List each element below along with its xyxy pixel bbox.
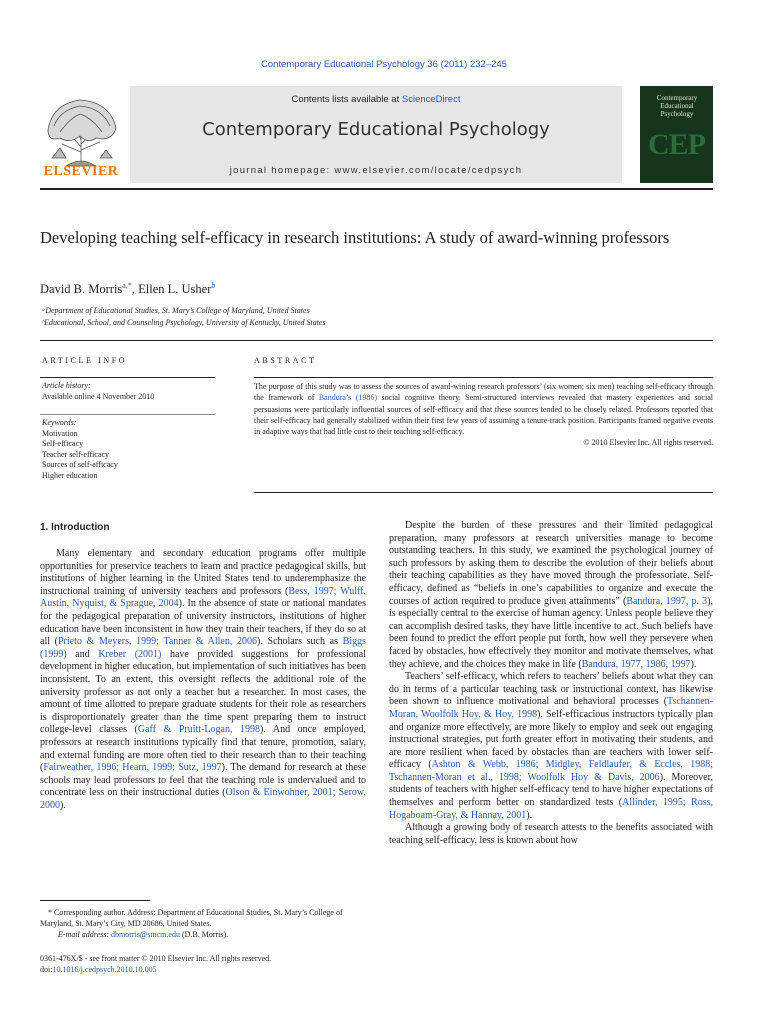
abstract-body: The purpose of this study was to assess the sources of award-wining research professors’ (six women; six men) teaching self-efficacy through the framework of [254, 382, 713, 403]
citation-link[interactable]: Prieto & Meyers, 1999; Tanner & Allen, 2006 [58, 636, 258, 648]
paragraph-text: have provided suggestions for professional development in higher education, but implementation of such initiatives has been inconsistent. To an extent, this oversight reflects the additional role of the university professor as not only a teacher but a researcher. In most cases, the amount of time allotted to prepare graduate students for their role as researchers is disproportionately greater than the time spent preparing them to instruct college-level classes ( [40, 648, 366, 736]
elsevier-wordmark: ELSEVIER [43, 164, 119, 179]
abstract-rule [254, 377, 713, 378]
issn-block [40, 953, 375, 975]
citation-link[interactable]: Bandura, 1997, p. 3 [626, 595, 708, 607]
body-left-column [40, 548, 366, 812]
paragraph-text: ), is especially central to the exercise of human agency. Unless people believe they can accomplish desired tasks, they have little incentive to act. Such beliefs have been found to predict the effort people put forth, how well they persevere when faced by obstacles, how effectively they monitor and motivate themselves, what they achieve, and the choices they make in life ( [389, 595, 713, 670]
citation-link[interactable]: Bandura, 1977, 1986, 1997 [581, 658, 691, 670]
doi-line [40, 964, 375, 975]
history-label: Article history: [42, 381, 91, 390]
paragraph [40, 548, 366, 812]
abstract-text [254, 381, 713, 449]
info-rule [40, 414, 215, 415]
citation-link[interactable]: Allinder, 1995; Ross, Hogaboam-Gray, & Hannay, 2001 [389, 797, 714, 821]
article-history [42, 381, 154, 402]
journal-homepage[interactable]: journal homepage: www.elsevier.com/locate/cedpsych [229, 165, 523, 176]
footnote-rule [40, 900, 150, 901]
citation-link[interactable]: Olson & Einwohner, 2001; Serow, 2000 [40, 787, 366, 811]
abstract-heading: ABSTRACT [254, 356, 317, 365]
citation-link[interactable]: Bandura’s (1986) [318, 393, 378, 403]
doi-link[interactable]: 10.1016/j.cedpsych.2010.10.005 [52, 965, 157, 974]
paragraph-text: Despite the burden of these pressures and their limited pedagogical preparation, many professors at research universities manage to become outstanding teachers. In this study, we examined the psychological journey of such professors by asking them to describe the evolution of their beliefs about their teaching capabilities as they have moved through the professoriate. Self-efficacy, defined as “beliefs in one’s capabilities to organize and execute the courses of action required to produce given attainments” ( [389, 520, 713, 607]
corresponding-author-note: * Corresponding author. Address: Department of Educational Studies, St. Mary’s College of Maryland, St. Mary’s City, MD 20686, United States. [40, 908, 343, 928]
paragraph-text: Although a growing body of research attests to the benefits associated with teaching self-efficacy, less is known about how [389, 822, 713, 846]
email-suffix: (D.B. Morris). [179, 930, 229, 939]
keyword: Teacher self-efficacy [42, 449, 110, 459]
paragraph [389, 520, 713, 671]
citation-link[interactable]: Tschannen-Moran, Woolfolk Hoy, & Hoy, 1998 [389, 696, 713, 720]
email-line [40, 929, 375, 940]
citation-link[interactable]: Fairweather, 1996; Hearn, 1999; Sutz, 1997 [43, 762, 222, 774]
cover-title: Contemporary Educational Psychology [656, 94, 698, 118]
email-label: E-mail address: [58, 930, 112, 939]
paragraph-text: Teachers’ self-efficacy, which refers to teachers’ beliefs about what they can do in terms of a particular teaching task or instructional context, has likewise been shown to influence motivational and behavioral processes ( [389, 671, 713, 708]
author-affiliation-marker[interactable]: a,* [122, 281, 132, 290]
author-name: Ellen L. Usher [138, 282, 212, 297]
keywords-label: Keywords: [42, 418, 77, 427]
info-rule [40, 377, 215, 378]
keyword: Self-efficacy [42, 439, 84, 449]
author-separator: , [131, 282, 139, 297]
article-title: Developing teaching self-efficacy in research institutions: A study of award-winning professors [40, 228, 670, 247]
paragraph-text: ). And once employed, professors at research institutions typically find that tenure, promotion, salary, and external funding are more often tied to their research than to their teaching ( [40, 724, 366, 774]
author-affiliation-marker[interactable]: b [211, 281, 216, 290]
citation-link[interactable]: Bess, 1997; Wulff, Austin, Nyquist, & Sprague, 2004 [40, 585, 366, 610]
paragraph-text: and [66, 648, 99, 660]
keyword: Sources of self-efficacy [42, 460, 118, 470]
journal-cover-thumbnail[interactable] [640, 86, 713, 183]
abstract-copyright: © 2010 Elsevier Inc. All rights reserved. [583, 438, 713, 448]
keywords-block [42, 418, 118, 482]
paragraph [389, 671, 713, 822]
sciencedirect-link[interactable]: ScienceDirect [401, 94, 461, 105]
keyword: Motivation [42, 428, 78, 438]
journal-name: Contemporary Educational Psychology [202, 119, 550, 140]
section-rule [40, 340, 713, 341]
citation-link[interactable]: Biggs (1999) [40, 636, 366, 660]
email-link[interactable]: dbmorris@smcm.edu [111, 930, 180, 939]
contents-prefix: Contents lists available at [291, 94, 402, 105]
cover-abbreviation: CEP [648, 128, 705, 161]
history-value: Available online 4 November 2010 [42, 391, 155, 401]
issn-line: 0361-476X/$ - see front matter © 2010 Elsevier Inc. All rights reserved. [40, 954, 272, 963]
paragraph-text: ). The demand for research at these schools may lead professors to feel that the teaching role is undervalued and to concentrate less on their instructional duties ( [40, 762, 366, 799]
paragraph-text: ). Scholars such as [257, 636, 343, 648]
keyword: Higher education [42, 470, 98, 480]
author-line [40, 281, 215, 297]
citation-link[interactable]: Ashton & Webb, 1986; Midgley, Feldlaufer, & Eccles, 1988; Tschannen-Moran et al., 1998; Woolfolk Hoy & Davis, 2006 [389, 759, 713, 783]
paragraph-text: ). [690, 658, 697, 670]
author-name: David B. Morris [40, 282, 123, 297]
contents-availability [130, 94, 622, 105]
header-rule [40, 188, 713, 190]
abstract-end-rule [254, 492, 713, 493]
paragraph-text: ). Self-efficacious instructors typically plan and organize more effectively, are more likely to employ and seek out engaging instructional strategies, put forth greater effort in motivating their students, and are more resilient when faced by obstacles than are teachers with lower self-efficacy ( [389, 708, 713, 771]
paragraph-text: ). Moreover, students of teachers with higher self-efficacy tend to have higher expectations of themselves and perform better on standardized tests ( [389, 771, 714, 809]
article-info-heading: ARTICLE INFO [42, 356, 128, 365]
affiliation-b: ᵇEducational, School, and Counseling Psychology, University of Kentucky, United States [42, 318, 326, 327]
paragraph-text: Many elementary and secondary education programs offer multiple opportunities for preservice teachers to learn and practice pedagogical skills, but institutions of higher learning in the United States tend to underemphasize the instructional training of university teachers and professors ( [40, 548, 366, 597]
abstract-body: social cognitive theory. Semi-structured interviews revealed that mastery experiences and social persuasions were particularly influential sources of self-efficacy and that these sources tended to be closely related. Professors reported that their self-efficacy had generally stabilized within their first few years of assuming a tenure-track position. Participants framed negative events in adaptive ways that had little cost to their teaching self-efficacy. [254, 393, 713, 437]
paragraph-text: ). [60, 799, 66, 811]
journal-reference[interactable]: Contemporary Educational Psychology 36 (2011) 232–245 [261, 59, 507, 70]
footnote [40, 907, 375, 940]
paragraph [389, 822, 713, 847]
citation-link[interactable]: Gaff & Pruitt-Logan, 1998 [137, 724, 261, 736]
affiliation-a: ᵃDepartment of Educational Studies, St. Mary’s College of Maryland, United States [42, 306, 310, 315]
section-heading: 1. Introduction [40, 522, 110, 533]
body-right-column [389, 520, 713, 847]
paragraph-text: ). [526, 809, 533, 821]
paragraph-text: ). In the absence of state or national mandates for the pedagogical preparation of university instructors, institutions of higher education have been inconsistent in how they train their teachers, if they do so at all ( [40, 598, 367, 648]
doi-label: doi: [40, 965, 53, 974]
citation-link[interactable]: Kreber (2001) [98, 648, 162, 660]
